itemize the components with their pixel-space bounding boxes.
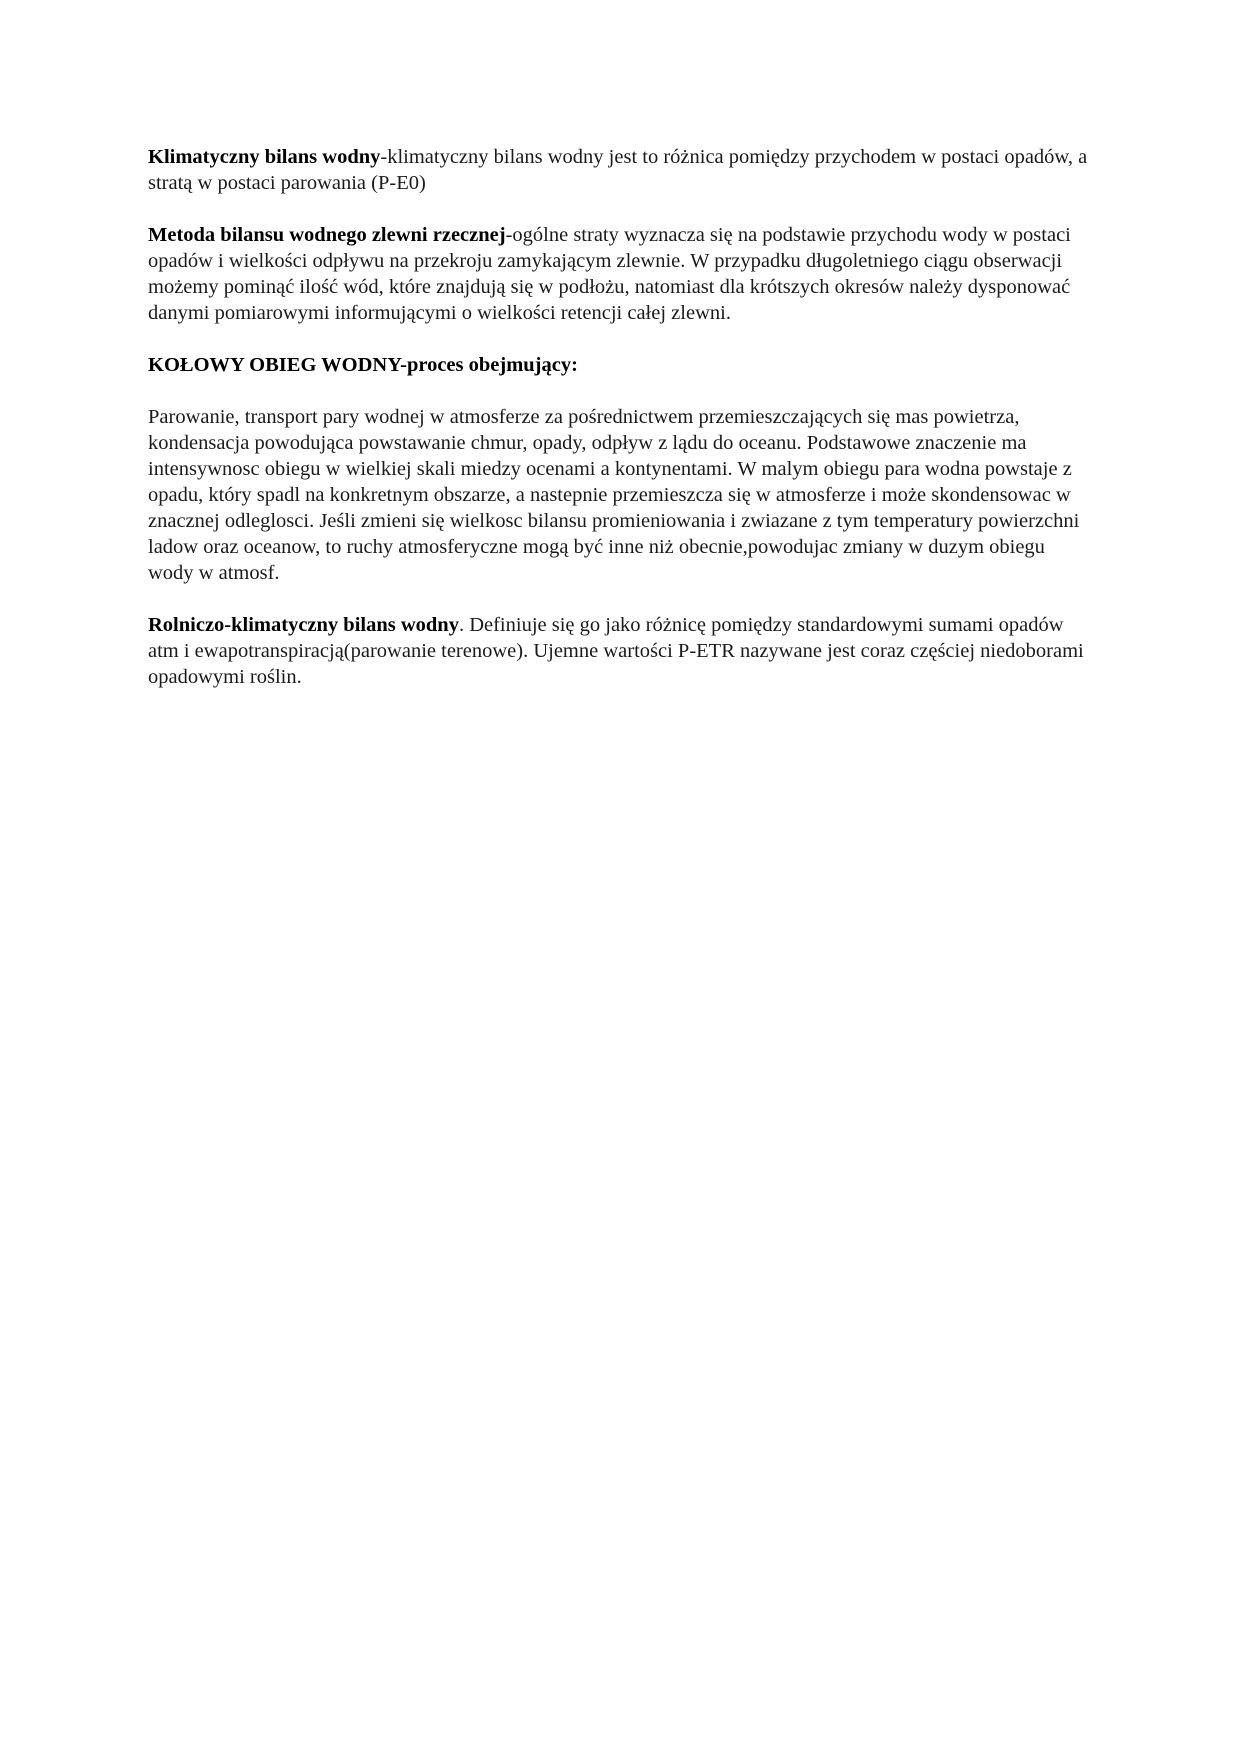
paragraph-water-cycle-description [148, 404, 1093, 586]
heading-water-cycle: KOŁOWY OBIEG WODNY-proces obejmujący: [148, 354, 578, 376]
term-agroclimatic-water-balance: Rolniczo-klimatyczny bilans wodny [148, 614, 459, 636]
paragraph-river-basin-method [148, 222, 1093, 326]
paragraph-water-cycle-heading [148, 352, 1093, 378]
document-body [148, 144, 1093, 716]
definition-agroclimatic-water-balance: . Definiuje się go jako różnicę pomiędzy standardowymi sumami opadów atm i ewapotranspiracją(parowanie terenowe). Ujemne wartości P-ETR nazywane jest coraz częściej niedoborami opadowymi roślin. [148, 614, 1084, 688]
text-water-cycle-description: Parowanie, transport pary wodnej w atmosferze za pośrednictwem przemieszczających się mas powietrza, kondensacja powodująca powstawanie chmur, opady, odpływ z lądu do oceanu. Podstawowe znaczenie ma intensywnosc obiegu w wielkiej skali miedzy ocenami a kontynentami. W malym obiegu para wodna powstaje z opadu, który spadl na konkretnym obszarze, a nastepnie przemieszcza się w atmosferze i może skondensowac w znacznej odleglosci. Jeśli zmieni się wielkosc bilansu promieniowania i zwiazane z tym temperatury powierzchni ladow oraz oceanow, to ruchy atmosferyczne mogą być inne niż obecnie,powodujac zmiany w duzym obiegu wody w atmosf. [148, 406, 1080, 584]
paragraph-agroclimatic-water-balance [148, 612, 1093, 690]
term-climatic-water-balance: Klimatyczny bilans wodny [148, 146, 381, 168]
term-river-basin-method: Metoda bilansu wodnego zlewni rzecznej [148, 224, 506, 246]
paragraph-climatic-water-balance [148, 144, 1093, 196]
definition-river-basin-method: -ogólne straty wyznacza się na podstawie przychodu wody w postaci opadów i wielkości odpływu na przekroju zamykającym zlewnie. W przypadku długoletniego ciągu obserwacji możemy pominąć ilość wód, które znajdują się w podłożu, natomiast dla krótszych okresów należy dysponować danymi pomiarowymi informującymi o wielkości retencji całej zlewni. [148, 224, 1071, 324]
definition-climatic-water-balance: -klimatyczny bilans wodny jest to różnica pomiędzy przychodem w postaci opadów, a stratą w postaci parowania (P-E0) [148, 146, 1088, 194]
